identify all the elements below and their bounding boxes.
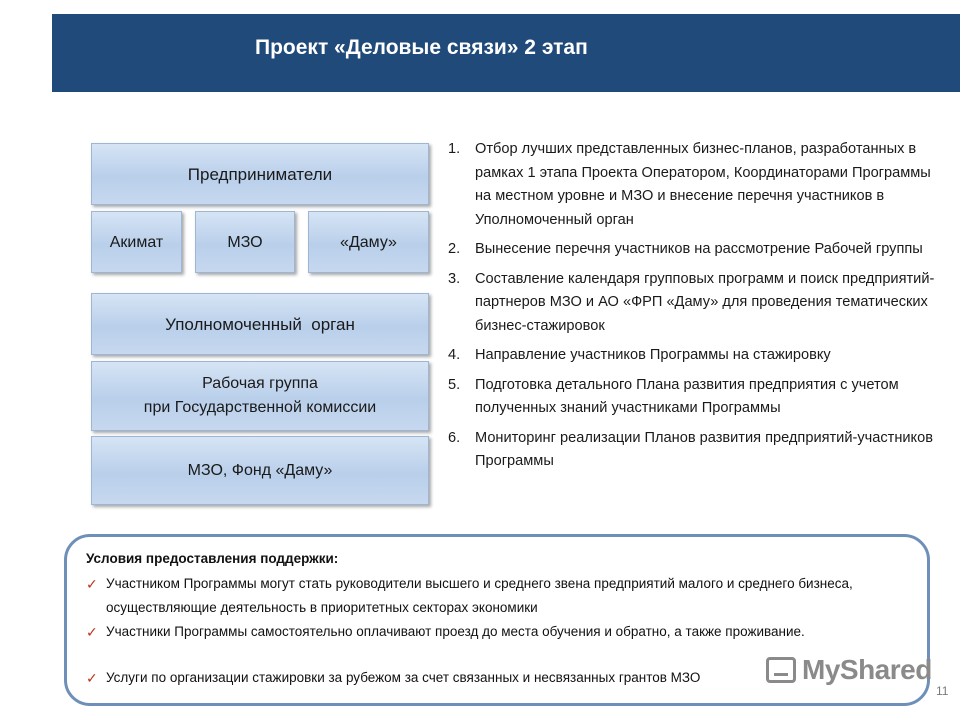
mzo-fund-box: МЗО, Фонд «Даму» bbox=[91, 436, 429, 505]
authorized-body-box: Уполномоченный орган bbox=[91, 293, 429, 355]
condition-text: Участником Программы могут стать руководители высшего и среднего звена предприятий малого и среднего бизнеса, осуществляющие деятельность в приоритетных секторах экономики bbox=[106, 576, 853, 615]
step-text: Составление календаря групповых программ и поиск предприятий-партнеров МЗО и АО «ФРП «Даму» для проведения тематических бизнес-стажировок bbox=[475, 270, 935, 334]
checkmark-icon: ✓ bbox=[86, 624, 98, 640]
step-item bbox=[448, 344, 938, 368]
step-item bbox=[448, 268, 938, 339]
mzo-box: МЗО bbox=[195, 211, 295, 273]
condition-text: Услуги по организации стажировки за рубежом за счет связанных и несвязанных грантов МЗО bbox=[106, 670, 701, 685]
step-number: 5. bbox=[448, 376, 461, 393]
working-group-line2: при Государственной комиссии bbox=[143, 399, 377, 416]
presentation-logo-icon bbox=[766, 657, 796, 683]
checkmark-icon: ✓ bbox=[86, 576, 98, 592]
akimat-box: Акимат bbox=[91, 211, 182, 273]
step-number: 4. bbox=[448, 347, 461, 363]
step-item bbox=[448, 427, 938, 474]
page-number: 11 bbox=[936, 684, 949, 698]
working-group-box bbox=[91, 361, 429, 431]
step-text: Мониторинг реализации Планов развития предприятий-участников Программы bbox=[475, 429, 933, 469]
watermark-text: MyShared bbox=[802, 654, 932, 685]
step-number: 6. bbox=[448, 429, 461, 446]
condition-text: Участники Программы самостоятельно оплачивают проезд до места обучения и обратно, а также проживание. bbox=[106, 624, 805, 639]
condition-item bbox=[86, 620, 886, 644]
step-number: 1. bbox=[448, 141, 461, 157]
watermark bbox=[766, 654, 932, 686]
step-item bbox=[448, 238, 938, 262]
step-text: Направление участников Программы на стажировку bbox=[475, 347, 831, 363]
page-title: Проект «Деловые связи» 2 этап bbox=[255, 36, 588, 59]
condition-item bbox=[86, 572, 886, 620]
conditions-title: Условия предоставления поддержки: bbox=[86, 551, 339, 566]
working-group-line1: Рабочая группа bbox=[202, 375, 318, 392]
step-item bbox=[448, 374, 938, 421]
step-item bbox=[448, 138, 938, 232]
step-text: Отбор лучших представленных бизнес-планов, разработанных в рамках 1 этапа Проекта Оператором, Координаторами Программы на местном уровне и МЗО и внесение перечня участников в Уполномоченный орган bbox=[475, 141, 931, 228]
damu-box: «Даму» bbox=[308, 211, 429, 273]
step-text: Вынесение перечня участников на рассмотрение Рабочей группы bbox=[475, 241, 923, 257]
entrepreneurs-box: Предприниматели bbox=[91, 143, 429, 205]
step-number: 2. bbox=[448, 241, 461, 257]
checkmark-icon: ✓ bbox=[86, 670, 98, 686]
steps-list bbox=[448, 138, 938, 480]
step-number: 3. bbox=[448, 270, 461, 287]
step-text: Подготовка детального Плана развития предприятия с учетом полученных знаний участниками Программы bbox=[475, 376, 899, 416]
